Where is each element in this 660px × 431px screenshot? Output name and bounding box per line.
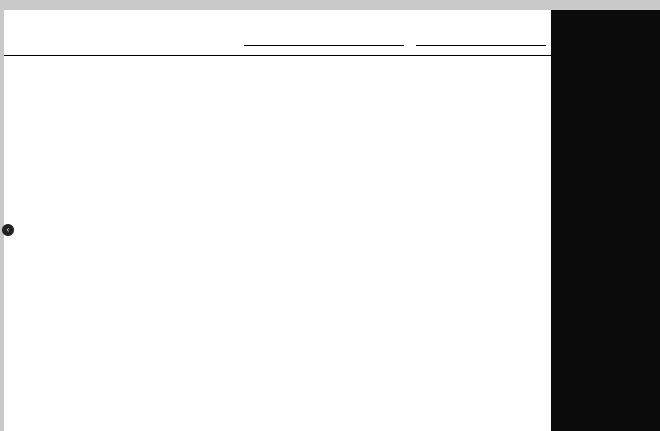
spreadsheet-grid[interactable] bbox=[4, 10, 551, 431]
group-underline-right bbox=[416, 45, 546, 46]
empty-area-right bbox=[551, 10, 660, 431]
header-divider bbox=[4, 55, 551, 56]
group-underline-left bbox=[244, 45, 404, 46]
column-header-bar bbox=[0, 0, 660, 10]
scroll-left-button[interactable]: ‹ bbox=[2, 224, 14, 236]
